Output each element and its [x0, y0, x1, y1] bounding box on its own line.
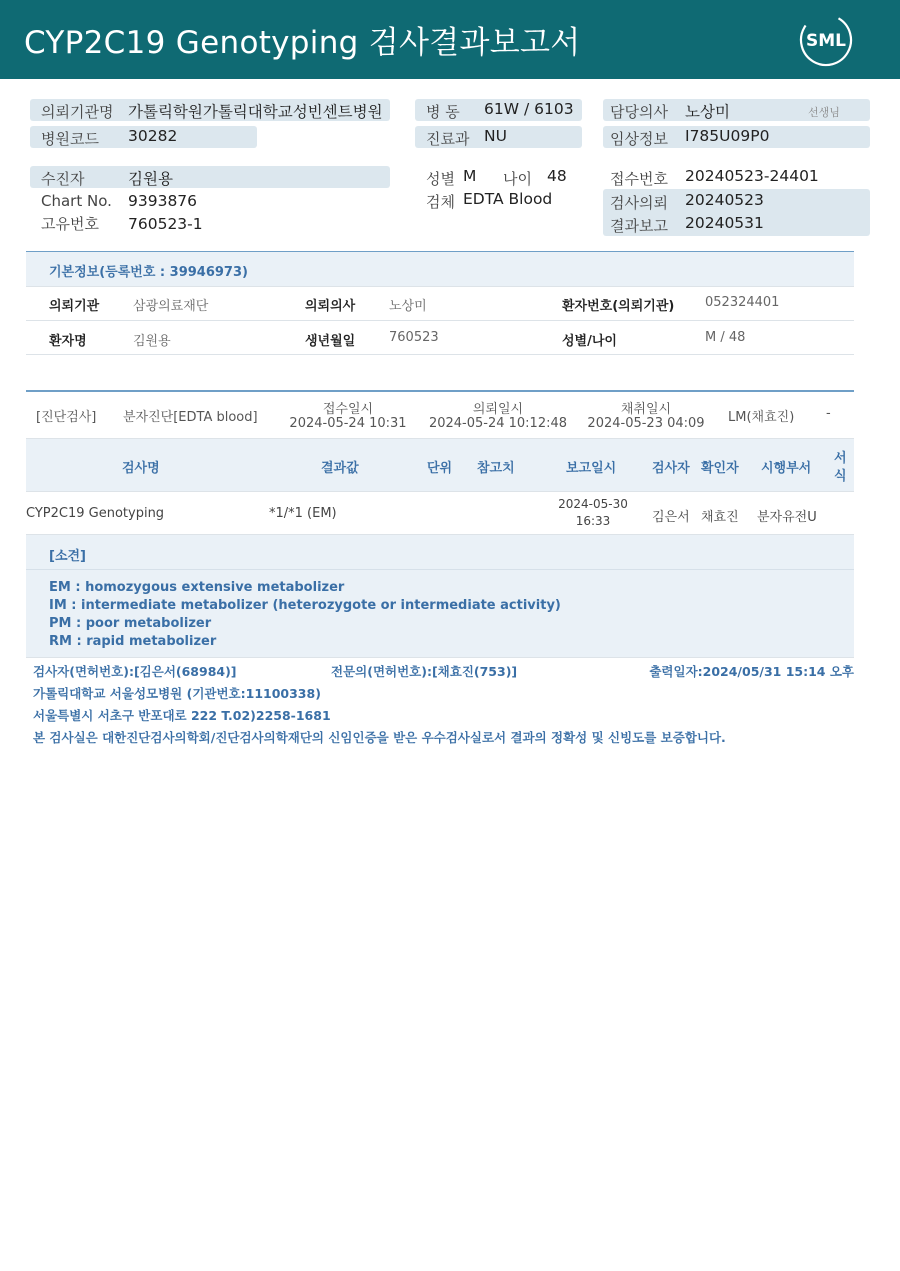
age-value: 48: [547, 167, 567, 185]
unique-no-label: 고유번호: [41, 215, 99, 233]
footer-specialist: 전문의(면허번호):[채효진(753)]: [331, 664, 518, 679]
basic-org-value: 삼광의료재단: [133, 299, 209, 314]
basic-org-label: 의뢰기관: [49, 299, 100, 314]
report-date-value: 20240531: [685, 214, 764, 232]
findings-title: [소견]: [49, 549, 86, 564]
report-title: CYP2C19 Genotyping 검사결과보고서: [24, 25, 581, 61]
specimen-label: 검체: [426, 193, 455, 211]
col-header-format-1: 서: [834, 451, 847, 466]
sml-logo: [798, 12, 854, 68]
row-test-name: CYP2C19 Genotyping: [26, 506, 165, 521]
basic-info-rule-2: [26, 320, 854, 321]
basic-patient-no-value: 052324401: [705, 295, 780, 310]
patient-label: 수진자: [41, 170, 85, 188]
collected-value: 2024-05-23 04:09: [587, 416, 705, 431]
clinical-value: I785U09P0: [685, 127, 770, 145]
hospital-code-value: 30282: [128, 127, 178, 145]
collected-label: 채취일시: [620, 402, 672, 417]
basic-birth-label: 생년월일: [305, 334, 356, 349]
col-header-format-2: 식: [834, 469, 847, 484]
hospital-code-label: 병원코드: [41, 130, 99, 148]
report-date-label: 결과보고: [610, 217, 668, 235]
row-department: 분자유전U: [757, 510, 817, 525]
col-header-tester: 검사자: [652, 461, 690, 476]
department-value: NU: [484, 127, 507, 145]
received-label: 접수일시: [322, 402, 374, 417]
chart-no-label: Chart No.: [41, 192, 112, 210]
col-header-reference: 참고치: [477, 461, 515, 476]
logo-text: SML: [806, 31, 846, 51]
sex-label: 성별: [426, 170, 455, 188]
receipt-value: 20240523-24401: [685, 167, 819, 185]
finding-line: IM : intermediate metabolizer (heterozygote or intermediate activity): [49, 598, 561, 613]
specimen-value: EDTA Blood: [463, 190, 553, 208]
row-tester: 김은서: [652, 510, 690, 525]
requested-label: 의뢰일시: [472, 402, 524, 417]
col-header-confirmer: 확인자: [701, 461, 739, 476]
footer-printed-date: 출력일자:2024/05/31 15:14 오후: [649, 664, 854, 679]
basic-info-rule-1: [26, 286, 854, 287]
table-header-rule: [26, 491, 854, 492]
basic-name-label: 환자명: [49, 334, 87, 349]
patient-value: 김원용: [128, 170, 173, 188]
request-date-label: 검사의뢰: [610, 194, 668, 212]
row-report-time: 16:33: [575, 514, 611, 528]
age-label: 나이: [503, 170, 532, 188]
finding-line: PM : poor metabolizer: [49, 616, 212, 631]
requesting-org-value: 가톨릭학원가톨릭대학교성빈센트병원: [128, 103, 383, 121]
col-header-result: 결과값: [321, 461, 359, 476]
basic-info-title: 기본정보(등록번호 : 39946973): [49, 265, 248, 280]
department-label: 진료과: [426, 130, 470, 148]
requesting-org-label: 의뢰기관명: [41, 103, 114, 121]
finding-line: RM : rapid metabolizer: [49, 634, 217, 649]
exam-dash: -: [826, 406, 831, 421]
ward-label: 병 동: [426, 103, 460, 121]
basic-patient-no-label: 환자번호(의뢰기관): [562, 299, 675, 314]
row-result: *1/*1 (EM): [269, 506, 337, 521]
row-confirmer: 채효진: [701, 510, 739, 525]
footer-tester: 검사자(면허번호):[김은서(68984)]: [33, 664, 237, 679]
basic-doctor-label: 의뢰의사: [305, 299, 356, 314]
doctor-suffix: 선생님: [808, 106, 840, 119]
sex-value: M: [463, 167, 477, 185]
basic-birth-value: 760523: [389, 330, 439, 345]
col-header-unit: 단위: [427, 461, 453, 476]
clinical-label: 임상정보: [610, 130, 668, 148]
footer-certification: 본 검사실은 대한진단검사의학회/진단검사의학재단의 신임인증을 받은 우수검사실로서 결과의 정확성 및 신빙도를 보증합니다.: [33, 730, 726, 745]
exam-category: [진단검사]: [36, 410, 97, 425]
report-header: [0, 0, 900, 79]
received-value: 2024-05-24 10:31: [289, 416, 407, 431]
ward-value: 61W / 6103: [484, 100, 574, 118]
request-date-value: 20240523: [685, 191, 764, 209]
footer-hospital: 가톨릭대학교 서울성모병원 (기관번호:11100338): [33, 686, 321, 701]
basic-sexage-value: M / 48: [705, 330, 746, 345]
col-header-name: 검사명: [122, 461, 160, 476]
receipt-label: 접수번호: [610, 170, 668, 188]
unique-no-value: 760523-1: [128, 215, 203, 233]
findings-rule: [26, 569, 854, 570]
basic-sexage-label: 성별/나이: [562, 334, 617, 349]
requested-value: 2024-05-24 10:12:48: [428, 416, 568, 431]
exam-type: 분자진단[EDTA blood]: [123, 410, 258, 425]
basic-doctor-value: 노상미: [389, 299, 427, 314]
basic-name-value: 김원용: [133, 334, 171, 349]
footer-address: 서울특별시 서초구 반포대로 222 T.02)2258-1681: [33, 708, 331, 723]
doctor-value: 노상미: [685, 103, 730, 121]
findings-bottom-rule: [26, 657, 854, 658]
basic-info-rule-3: [26, 354, 854, 355]
exam-lab: LM(채효진): [728, 410, 795, 425]
chart-no-value: 9393876: [128, 192, 198, 210]
finding-line: EM : homozygous extensive metabolizer: [49, 580, 345, 595]
row-report-date: 2024-05-30: [558, 497, 628, 511]
exam-top-rule: [26, 390, 854, 392]
doctor-label: 담당의사: [610, 103, 668, 121]
col-header-report-date: 보고일시: [566, 461, 617, 476]
col-header-department: 시행부서: [761, 461, 812, 476]
